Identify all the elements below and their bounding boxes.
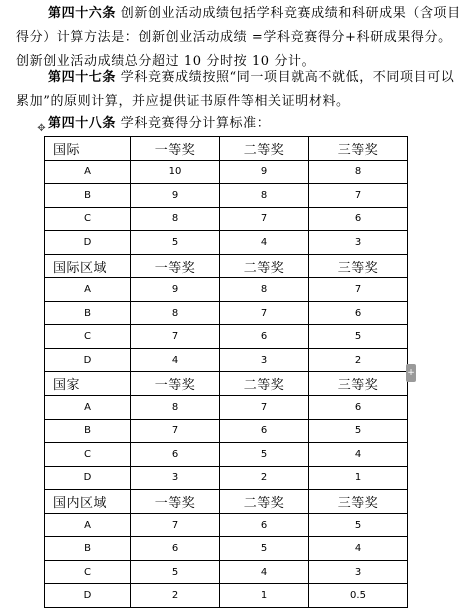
score-cell: 8 bbox=[220, 184, 309, 208]
score-cell: 1 bbox=[220, 584, 309, 608]
score-cell: 7 bbox=[309, 278, 408, 302]
article-48-text: 学科竞赛得分计算标准： bbox=[116, 116, 271, 131]
score-cell: 6 bbox=[309, 301, 408, 325]
score-cell: 5 bbox=[131, 231, 220, 255]
score-cell: 6 bbox=[309, 396, 408, 420]
score-table bbox=[44, 136, 408, 608]
level-cell: B bbox=[45, 301, 131, 325]
section-header-row bbox=[45, 137, 408, 161]
score-cell: 9 bbox=[220, 160, 309, 184]
score-cell: 9 bbox=[131, 278, 220, 302]
section-header-row bbox=[45, 254, 408, 278]
score-cell: 4 bbox=[309, 443, 408, 467]
score-cell: 3 bbox=[220, 348, 309, 372]
section-name-cell: 国际 bbox=[45, 137, 131, 161]
table-row bbox=[45, 184, 408, 208]
prize-column-header: 三等奖 bbox=[309, 490, 408, 514]
score-cell: 5 bbox=[309, 325, 408, 349]
score-cell: 5 bbox=[220, 443, 309, 467]
table-row bbox=[45, 396, 408, 420]
prize-column-header: 一等奖 bbox=[131, 137, 220, 161]
table-row bbox=[45, 348, 408, 372]
score-cell: 6 bbox=[309, 207, 408, 231]
prize-column-header: 二等奖 bbox=[220, 372, 309, 396]
score-cell: 7 bbox=[220, 396, 309, 420]
level-cell: B bbox=[45, 537, 131, 561]
score-cell: 3 bbox=[309, 231, 408, 255]
move-anchor-icon[interactable]: ✥ bbox=[37, 123, 46, 134]
section-name-cell: 国内区域 bbox=[45, 490, 131, 514]
article-46-text: 创新创业活动成绩包括学科竞赛成绩和科研成果（含项目得分）计算方法是：创新创业活动成绩 =学科竞赛得分+科研成果得分。创新创业活动成绩总分超过 10 分时按 10 分计。 bbox=[16, 6, 461, 69]
level-cell: B bbox=[45, 184, 131, 208]
score-cell: 1 bbox=[309, 466, 408, 490]
level-cell: B bbox=[45, 419, 131, 443]
table-row bbox=[45, 513, 408, 537]
prize-column-header: 二等奖 bbox=[220, 137, 309, 161]
level-cell: A bbox=[45, 278, 131, 302]
score-cell: 8 bbox=[131, 301, 220, 325]
score-cell: 6 bbox=[131, 537, 220, 561]
score-cell: 7 bbox=[131, 419, 220, 443]
level-cell: C bbox=[45, 325, 131, 349]
score-cell: 4 bbox=[220, 231, 309, 255]
score-cell: 7 bbox=[309, 184, 408, 208]
score-cell: 8 bbox=[131, 396, 220, 420]
table-row bbox=[45, 443, 408, 467]
score-cell: 5 bbox=[220, 537, 309, 561]
score-cell: 8 bbox=[220, 278, 309, 302]
prize-column-header: 三等奖 bbox=[309, 254, 408, 278]
level-cell: C bbox=[45, 443, 131, 467]
score-cell: 3 bbox=[309, 560, 408, 584]
article-47-text: 学科竞赛成绩按照“同一项目就高不就低，不同项目可以累加”的原则计算，并应提供证书原件等相关证明材料。 bbox=[16, 70, 455, 109]
table-row bbox=[45, 207, 408, 231]
section-name-cell: 国家 bbox=[45, 372, 131, 396]
section-header-row bbox=[45, 372, 408, 396]
table-row bbox=[45, 419, 408, 443]
article-46-paragraph bbox=[16, 2, 462, 74]
score-cell: 9 bbox=[131, 184, 220, 208]
level-cell: A bbox=[45, 396, 131, 420]
score-cell: 10 bbox=[131, 160, 220, 184]
section-name-cell: 国际区域 bbox=[45, 254, 131, 278]
table-row bbox=[45, 278, 408, 302]
section-header-row bbox=[45, 490, 408, 514]
level-cell: D bbox=[45, 584, 131, 608]
table-row bbox=[45, 160, 408, 184]
score-cell: 5 bbox=[309, 513, 408, 537]
table-row bbox=[45, 584, 408, 608]
score-table-body bbox=[45, 137, 408, 608]
table-row bbox=[45, 301, 408, 325]
level-cell: D bbox=[45, 466, 131, 490]
score-cell: 2 bbox=[309, 348, 408, 372]
table-row bbox=[45, 466, 408, 490]
level-cell: D bbox=[45, 231, 131, 255]
score-cell: 7 bbox=[220, 207, 309, 231]
table-row bbox=[45, 537, 408, 561]
prize-column-header: 三等奖 bbox=[309, 372, 408, 396]
table-row bbox=[45, 560, 408, 584]
prize-column-header: 二等奖 bbox=[220, 490, 309, 514]
score-cell: 6 bbox=[220, 419, 309, 443]
score-cell: 3 bbox=[131, 466, 220, 490]
score-cell: 5 bbox=[131, 560, 220, 584]
score-cell: 2 bbox=[220, 466, 309, 490]
score-cell: 6 bbox=[220, 325, 309, 349]
prize-column-header: 一等奖 bbox=[131, 372, 220, 396]
article-48-heading: 第四十八条 bbox=[48, 116, 117, 131]
level-cell: C bbox=[45, 207, 131, 231]
article-46-heading: 第四十六条 bbox=[48, 6, 117, 21]
score-cell: 4 bbox=[309, 537, 408, 561]
prize-column-header: 一等奖 bbox=[131, 254, 220, 278]
level-cell: A bbox=[45, 513, 131, 537]
score-cell: 0.5 bbox=[309, 584, 408, 608]
prize-column-header: 一等奖 bbox=[131, 490, 220, 514]
level-cell: A bbox=[45, 160, 131, 184]
score-cell: 8 bbox=[131, 207, 220, 231]
score-cell: 4 bbox=[220, 560, 309, 584]
level-cell: C bbox=[45, 560, 131, 584]
score-cell: 2 bbox=[131, 584, 220, 608]
table-row bbox=[45, 325, 408, 349]
score-cell: 6 bbox=[220, 513, 309, 537]
score-cell: 4 bbox=[131, 348, 220, 372]
level-cell: D bbox=[45, 348, 131, 372]
score-cell: 5 bbox=[309, 419, 408, 443]
score-cell: 7 bbox=[220, 301, 309, 325]
score-cell: 7 bbox=[131, 513, 220, 537]
article-47-paragraph bbox=[16, 66, 462, 114]
score-cell: 6 bbox=[131, 443, 220, 467]
score-cell: 8 bbox=[309, 160, 408, 184]
score-cell: 7 bbox=[131, 325, 220, 349]
article-47-heading: 第四十七条 bbox=[48, 70, 117, 85]
table-resize-handle-icon[interactable]: + bbox=[406, 364, 416, 382]
article-48-paragraph bbox=[48, 112, 468, 136]
prize-column-header: 二等奖 bbox=[220, 254, 309, 278]
prize-column-header: 三等奖 bbox=[309, 137, 408, 161]
table-row bbox=[45, 231, 408, 255]
